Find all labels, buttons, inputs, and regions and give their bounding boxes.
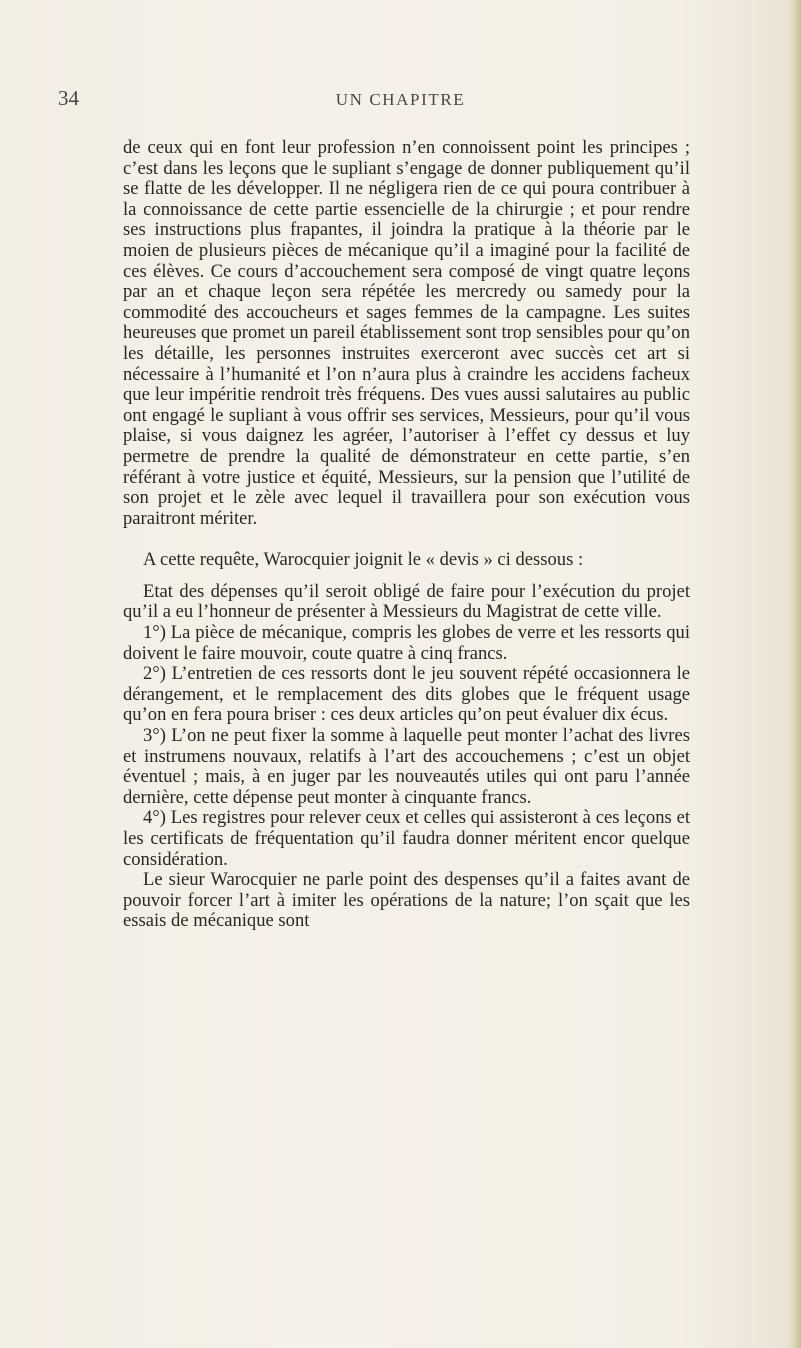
paragraph-item-4: 4°) Les registres pour relever ceux et celles qui assisteront à ces leçons et les certificats de fréquentation qu’il faudra donner méritent encor quelque considération.: [123, 807, 690, 870]
paragraph-item-3: 3°) L’on ne peut fixer la somme à laquelle peut monter l’achat des livres et instrumens nouvaux, relatifs à l’art des accouchemens ; c’est un objet éventuel ; mais, à en juger par les nouveautés utiles qui ont paru l’année dernière, cette dépense peut monter à cinquante francs.: [123, 725, 690, 808]
page-edge-shadow: [787, 0, 801, 1348]
page-number: 34: [58, 86, 79, 110]
paragraph-item-1: 1°) La pièce de mécanique, compris les globes de verre et les ressorts qui doivent le faire mouvoir, coute quatre à cinq francs.: [123, 622, 690, 664]
paragraph-closing: Le sieur Warocquier ne parle point des despenses qu’il a faites avant de pouvoir forcer l’art à imiter les opérations de la nature; l’on sçait que les essais de mécanique sont: [123, 869, 690, 932]
paragraph-etat-des-depenses: Etat des dépenses qu’il seroit obligé de faire pour l’exécution du projet qu’il a eu l’honneur de présenter à Messieurs du Magistrat de cette ville.: [123, 580, 690, 623]
paragraph-devis-intro: A cette requête, Warocquier joignit le « devis » ci dessous :: [143, 549, 584, 571]
paragraph-request-continuation: de ceux qui en font leur profession n’en connoissent point les principes ; c’est dans les leçons que le supliant s’engage de donner publiquement qu’il se flatte de les développer. Il ne négligera rien de ce qui poura contribuer à la connoissance de cette partie essencielle de la chirurgie ; et pour rendre ses instructions plus frapantes, il joindra la pratique à la théorie par le moien de plusieurs pièces de mécanique qu’il a imaginé pour la facilité de ces élèves. Ce cours d’accouchement sera composé de vingt quatre leçons par an et chaque leçon sera répétée les mercredy ou samedy pour la commodité des accoucheurs et sages femmes de la campagne. Les suites heureuses que promet un pareil établissement sont trop sensibles pour qu’on les détaille, les personnes instruites exerceront avec succès cet art si nécessaire à l’humanité et l’on n’aura plus à craindre les accidens facheux que leur impéritie rendroit très fréquens. Des vues aussi salutaires au public ont engagé le supliant à vous offrir ses services, Messieurs, pour qu’il vous plaise, si vous daignez les agréer, l’autoriser à l’effet cy dessus et luy permetre de prendre la qualité de démonstrateur en cette partie, s’en référant à votre justice et équité, Messieurs, sur la pension que l’utilité de son projet et le zèle avec lequel il travaillera pour son exécution vous paraitront mériter.: [123, 137, 690, 529]
body-text: [123, 138, 690, 932]
running-head: UN CHAPITRE: [335, 90, 466, 109]
paragraph-item-2: 2°) L’entretien de ces ressorts dont le jeu souvent répété occasionnera le dérangement, et le remplacement des dits globes que le fréquent usage qu’on en fera poura briser : ces deux articles qu’on peut évaluer dix écus.: [123, 663, 690, 726]
